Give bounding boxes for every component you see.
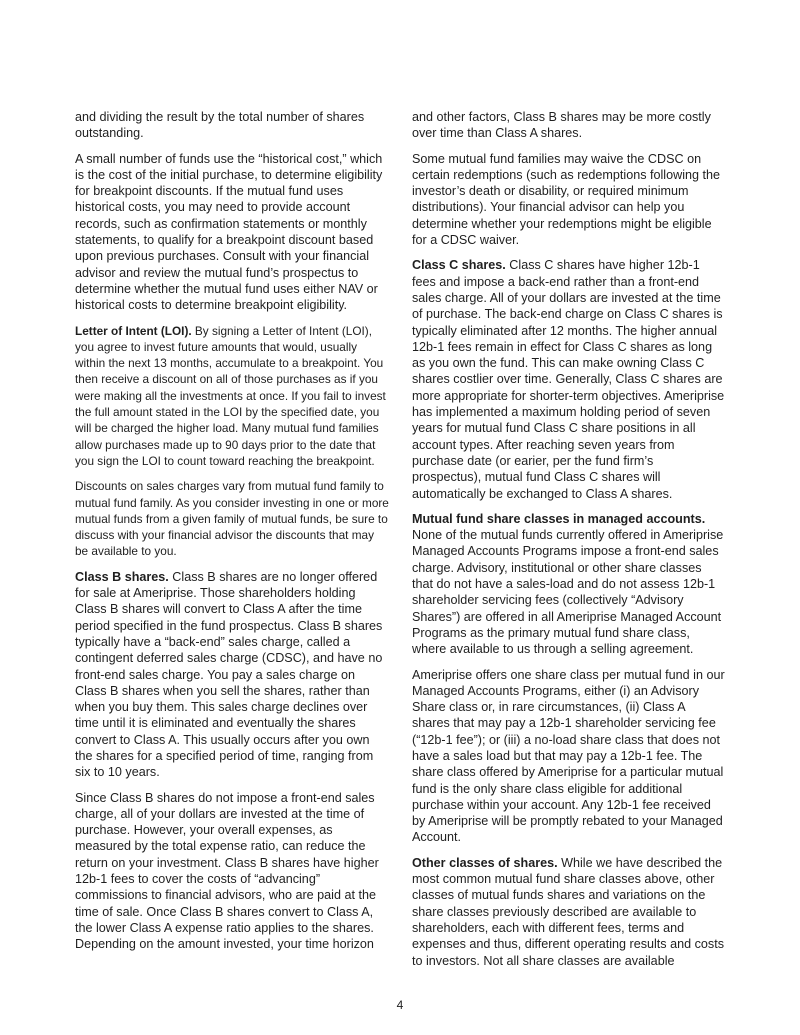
section-lead: Letter of Intent (LOI).	[75, 323, 192, 338]
left-column	[75, 109, 389, 962]
paragraph: Since Class B shares do not impose a front-end sales charge, all of your dollars are invested at the time of purchase. However, your overall expenses, as measured by the total expense ratio, can reduce the return on your investment. Class B shares have higher 12b-1 fees to cover the costs of “advancing” commissions to financial advisors, who are paid at the time of sale. Once Class B shares convert to Class A, the lower Class A expense ratio applies to the shares. Depending on the amount invested, your time horizon	[75, 790, 379, 952]
paragraph: and dividing the result by the total number of shares outstanding.	[75, 110, 365, 141]
paragraph: A small number of funds use the “historical cost,” which is the cost of the initial purchase, to determine eligibility for breakpoint discounts. If the mutual fund uses historical costs, you may need to provide account records, such as confirmation statements or monthly statements, to qualify for a breakpoint discount based upon previous purchases. Consult with your financial advisor and review the mutual fund’s prospectus to determine whether the mutual fund uses either NAV or historical costs to determine breakpoint eligibility.	[75, 151, 383, 313]
managed-accounts-paragraph: Mutual fund share classes in managed accounts. None of the mutual funds currently offered in Ameriprise Managed Accounts Programs impose a front-end sales charge. Advisory, institutional or other share classes that do not have a sales-load and do not assess 12b-1 shareholder servicing fees (collectively “Advisory Shares”) are offered in all Ameriprise Managed Account Programs as the primary mutual fund share class, where available to us through a selling agreement.	[412, 511, 724, 657]
section-lead: Mutual fund share classes in managed accounts.	[412, 511, 706, 526]
paragraph: Some mutual fund families may waive the CDSC on certain redemptions (such as redemptions following the investor’s death or disability, or required minimum distributions). Your financial advisor can help you determine whether your redemptions might be eligible for a CDSC waiver.	[412, 151, 721, 248]
paragraph: Ameriprise offers one share class per mutual fund in our Managed Accounts Programs, either (i) an Advisory Share class or, in rare circumstances, (ii) Class A shares that may pay a 12b-1 shareholder servicing fee (“12b-1 fee”); or (iii) a no-load share class that does not have a sales load but that may pay a 12b-1 fee. The share class offered by Ameriprise for a particular mutual fund is the only share class eligible for additional purchase within your account. Any 12b-1 fee received by Ameriprise will be promptly rebated to your Managed Account.	[412, 667, 725, 845]
letter-of-intent-paragraph: Letter of Intent (LOI). By signing a Letter of Intent (LOI), you agree to invest future amounts that would, usually within the next 13 months, accumulate to a breakpoint. You then receive a discount on all of those purchases as if you were making all the investments at once. If you fail to invest the full amount stated in the LOI by the specified date, you will be charged the higher load. Many mutual fund families allow purchases made up to 90 days prior to the date that you sign the LOI to count toward reaching the breakpoint.	[75, 323, 386, 468]
right-column	[412, 109, 726, 978]
class-b-paragraph: Class B shares. Class B shares are no longer offered for sale at Ameriprise. Those shareholders holding Class B shares will convert to Class A after the time period specified in the fund prospectus. Class B shares typically have a “back-end” sales charge, called a contingent deferred sales charge (CDSC), and have no front-end sales charge. You pay a sales charge on Class B shares when you sell the shares, rather than when you buy them. This sales charge declines over time until it is eliminated and eventually the shares convert to Class A. This usually occurs after you own the shares for a specified period of time, ranging from six to 10 years.	[75, 569, 383, 780]
other-classes-paragraph: Other classes of shares. While we have described the most common mutual fund share classes above, other classes of mutual funds shares and variations on the share classes previously described are available to shareholders, each with different fees, terms and expenses and thus, different operating results and costs to investors. Not all share classes are available	[412, 855, 725, 968]
class-c-paragraph: Class C shares. Class C shares have higher 12b-1 fees and impose a back-end rather than a front-end sales charge. All of your dollars are invested at the time of purchase. The back-end charge on Class C shares is typically eliminated after 12 months. The higher annual 12b-1 fees remain in effect for Class C shares as long as you own the fund. This can make owning Class C shares costlier over time. Generally, Class C shares are more appropriate for shorter-term objectives. Ameriprise has implemented a maximum holding period of seven years for mutual fund Class C share positions in all account types. After reaching seven years from purchase date (or earier, per the fund firm’s prospectus), mutual fund Class C shares will automatically be exchanged to Class A shares.	[412, 258, 725, 501]
paragraph: Discounts on sales charges vary from mutual fund family to mutual fund family. As you consider investing in one or more mutual funds from a given family of mutual funds, be sure to discuss with your financial advisor the discounts that may be available to you.	[75, 479, 389, 559]
page-number: 4	[396, 998, 404, 1012]
section-lead: Other classes of shares.	[412, 855, 558, 870]
section-lead: Class C shares.	[412, 258, 506, 273]
section-lead: Class B shares.	[75, 569, 169, 584]
paragraph: and other factors, Class B shares may be more costly over time than Class A shares.	[412, 110, 711, 141]
